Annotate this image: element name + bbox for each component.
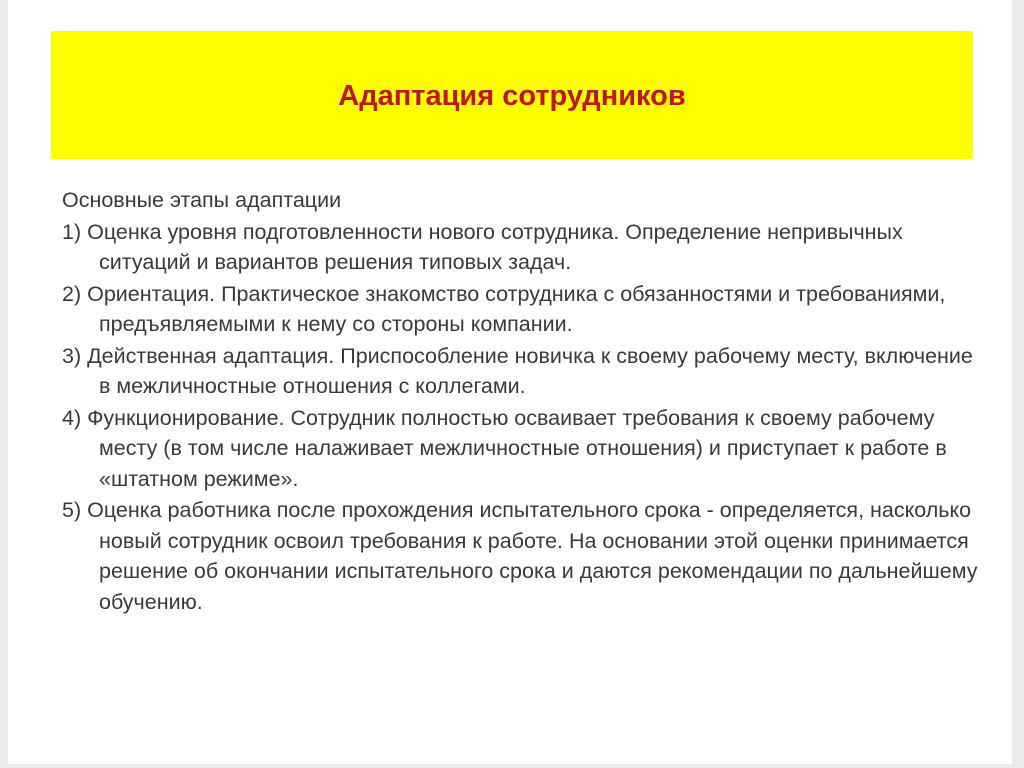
title-banner: [51, 31, 973, 159]
intro-text: Основные этапы адаптации: [62, 188, 342, 212]
step-item-1: 1) Оценка уровня подготовленности нового сотрудника. Определение непривычных ситуаций и вариантов решения типовых задач.: [62, 219, 903, 274]
slide: [8, 0, 1012, 764]
step-item-3: 3) Действенная адаптация. Приспособление новичка к своему рабочему месту, включение в межличностные отношения с коллегами.: [62, 343, 973, 398]
step-item-4: 4) Функционирование. Сотрудник полностью осваивает требования к своему рабочему месту (в том числе налаживает межличностные отношения) и приступает к работе в «штатном режиме».: [62, 405, 947, 491]
step-item-2: 2) Ориентация. Практическое знакомство сотрудника с обязанностями и требованиями, предъявляемыми к нему со стороны компании.: [62, 281, 946, 336]
step-item-5: 5) Оценка работника после прохождения испытательного срока - определяется, насколько новый сотрудник освоил требования к работе. На основании этой оценки принимается решение об окончании испытательного срока и даются рекомендации по дальнейшему обучению.: [62, 498, 978, 614]
slide-title: Адаптация сотрудников: [338, 79, 686, 112]
slide-body: [62, 185, 982, 618]
